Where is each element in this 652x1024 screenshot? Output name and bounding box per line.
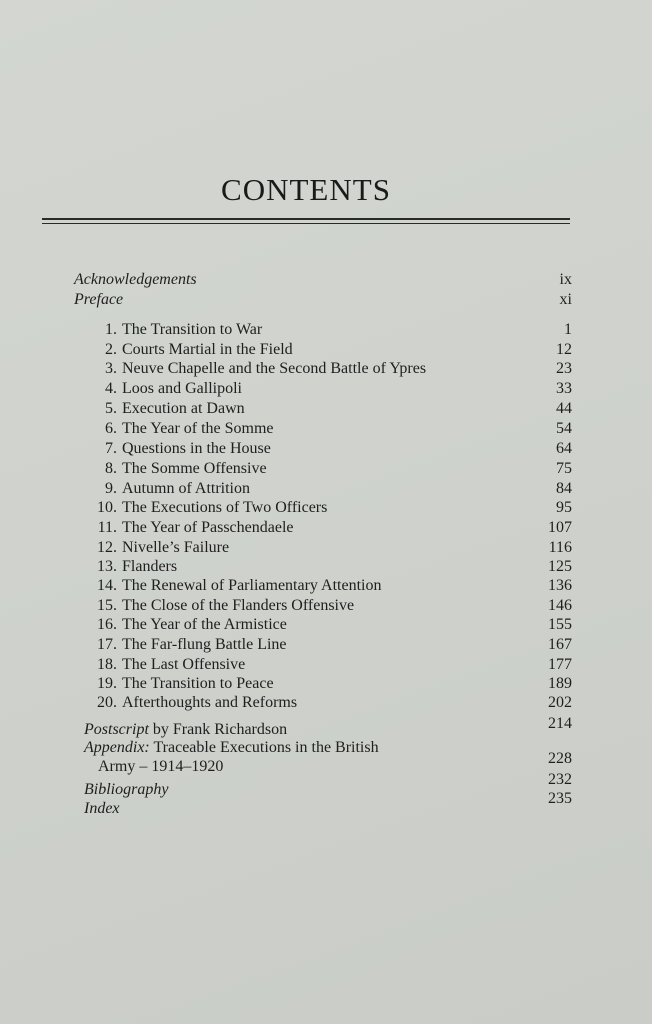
chapter-page: 44 <box>556 400 572 417</box>
toc-chapter[interactable] <box>42 538 572 558</box>
appendix-title: Traceable Executions in the British <box>149 739 379 756</box>
appendix-label: Appendix: <box>84 739 150 756</box>
toc-chapter[interactable] <box>42 518 572 538</box>
toc-chapter[interactable] <box>42 439 572 459</box>
chapter-title: The Transition to Peace <box>122 675 274 692</box>
chapter-title: The Renewal of Parliamentary Attention <box>122 577 382 594</box>
entry-title: Index <box>84 800 120 817</box>
chapter-title: Execution at Dawn <box>122 400 245 417</box>
chapter-page: 202 <box>548 694 572 711</box>
entry-title: Preface <box>74 291 124 308</box>
chapter-page: 167 <box>548 636 572 653</box>
chapter-number: 10. <box>97 499 117 516</box>
chapter-page: 1 <box>564 321 572 338</box>
entry-page: ix <box>559 271 572 288</box>
toc-entry-appendix[interactable] <box>42 738 572 758</box>
toc-chapter[interactable] <box>42 635 572 655</box>
chapter-number: 1. <box>105 321 117 338</box>
chapter-number: 5. <box>105 400 117 417</box>
toc-chapter[interactable] <box>42 419 572 439</box>
postscript-author: by Frank Richardson <box>148 721 288 738</box>
chapter-number: 8. <box>105 460 117 477</box>
chapter-page: 136 <box>548 577 572 594</box>
toc-chapter[interactable] <box>42 693 572 713</box>
chapter-number: 20. <box>97 694 117 711</box>
entry-page: 214 <box>548 715 572 732</box>
chapter-page: 146 <box>548 597 572 614</box>
chapter-title: The Executions of Two Officers <box>122 499 328 516</box>
page-title: CONTENTS <box>221 172 391 207</box>
chapter-title: Questions in the House <box>122 440 271 457</box>
chapter-page: 75 <box>556 460 572 477</box>
chapter-number: 19. <box>97 675 117 692</box>
chapter-title: Afterthoughts and Reforms <box>122 694 298 711</box>
toc-chapter[interactable] <box>42 320 572 340</box>
chapter-page: 95 <box>556 499 572 516</box>
chapter-title: The Year of the Armistice <box>122 616 287 633</box>
chapter-title: The Somme Offensive <box>122 460 267 477</box>
toc-chapter[interactable] <box>42 479 572 499</box>
appendix-title-continued: Army – 1914–1920 <box>98 758 224 775</box>
chapter-page: 54 <box>556 420 572 437</box>
chapter-title: The Year of Passchendaele <box>122 519 294 536</box>
toc-chapter[interactable] <box>42 557 572 577</box>
toc-chapter[interactable] <box>42 576 572 596</box>
chapter-title: Nivelle’s Failure <box>122 539 230 556</box>
chapter-number: 4. <box>105 380 117 397</box>
chapter-page: 23 <box>556 360 572 377</box>
entry-page: 228 <box>548 750 572 767</box>
chapter-title: Autumn of Attrition <box>122 480 250 497</box>
chapter-title: Loos and Gallipoli <box>122 380 242 397</box>
toc-entry-appendix-continued <box>42 750 572 777</box>
chapter-number: 13. <box>97 558 117 575</box>
chapter-number: 11. <box>97 519 117 536</box>
chapter-title: The Close of the Flanders Offensive <box>122 597 355 614</box>
postscript-label: Postscript <box>84 721 149 738</box>
entry-title <box>84 720 287 740</box>
chapter-number: 17. <box>97 636 117 653</box>
toc-chapter[interactable] <box>42 379 572 399</box>
toc-chapter[interactable] <box>42 596 572 616</box>
chapter-number: 7. <box>105 440 117 457</box>
toc-entry-preface[interactable] <box>42 290 572 310</box>
chapter-page: 116 <box>548 539 572 556</box>
chapter-title: The Year of the Somme <box>122 420 274 437</box>
toc-chapter[interactable] <box>42 674 572 694</box>
chapter-page: 155 <box>548 616 572 633</box>
chapter-title: The Last Offensive <box>122 656 246 673</box>
toc-entry-acknowledgements[interactable] <box>42 270 572 290</box>
chapter-page: 107 <box>548 519 572 536</box>
chapter-page: 33 <box>556 380 572 397</box>
chapter-page: 177 <box>548 656 572 673</box>
chapter-number: 12. <box>97 539 117 556</box>
chapter-page: 64 <box>556 440 572 457</box>
toc-chapter[interactable] <box>42 459 572 479</box>
entry-title: Acknowledgements <box>74 271 197 288</box>
chapter-number: 14. <box>97 577 117 594</box>
toc-entry-postscript[interactable] <box>42 715 572 740</box>
toc-chapter[interactable] <box>42 498 572 518</box>
chapter-title: Flanders <box>122 558 178 575</box>
chapter-title: The Far-flung Battle Line <box>122 636 287 653</box>
chapter-page: 84 <box>556 480 572 497</box>
chapter-number: 2. <box>105 341 117 358</box>
chapter-title: Neuve Chapelle and the Second Battle of Ypres <box>122 360 427 377</box>
entry-page: xi <box>559 291 572 308</box>
toc-chapter[interactable] <box>42 655 572 675</box>
toc-entry-index[interactable] <box>42 790 572 819</box>
entry-title <box>84 738 379 758</box>
entry-page: 232 <box>548 771 572 788</box>
chapter-number: 9. <box>105 480 117 497</box>
chapter-number: 6. <box>105 420 117 437</box>
toc-entry-bibliography[interactable] <box>42 771 572 800</box>
chapter-page: 189 <box>548 675 572 692</box>
toc-chapter[interactable] <box>42 359 572 379</box>
chapter-page: 12 <box>556 341 572 358</box>
chapter-number: 15. <box>97 597 117 614</box>
toc-chapter[interactable] <box>42 399 572 419</box>
entry-page: 235 <box>548 790 572 807</box>
toc-chapter[interactable] <box>42 340 572 360</box>
chapter-number: 3. <box>105 360 117 377</box>
chapter-number: 16. <box>97 616 117 633</box>
toc-chapter[interactable] <box>42 615 572 635</box>
chapter-title: The Transition to War <box>122 321 263 338</box>
entry-title: Bibliography <box>84 781 169 798</box>
chapter-title: Courts Martial in the Field <box>122 341 293 358</box>
chapter-number: 18. <box>97 656 117 673</box>
chapter-page: 125 <box>548 558 572 575</box>
